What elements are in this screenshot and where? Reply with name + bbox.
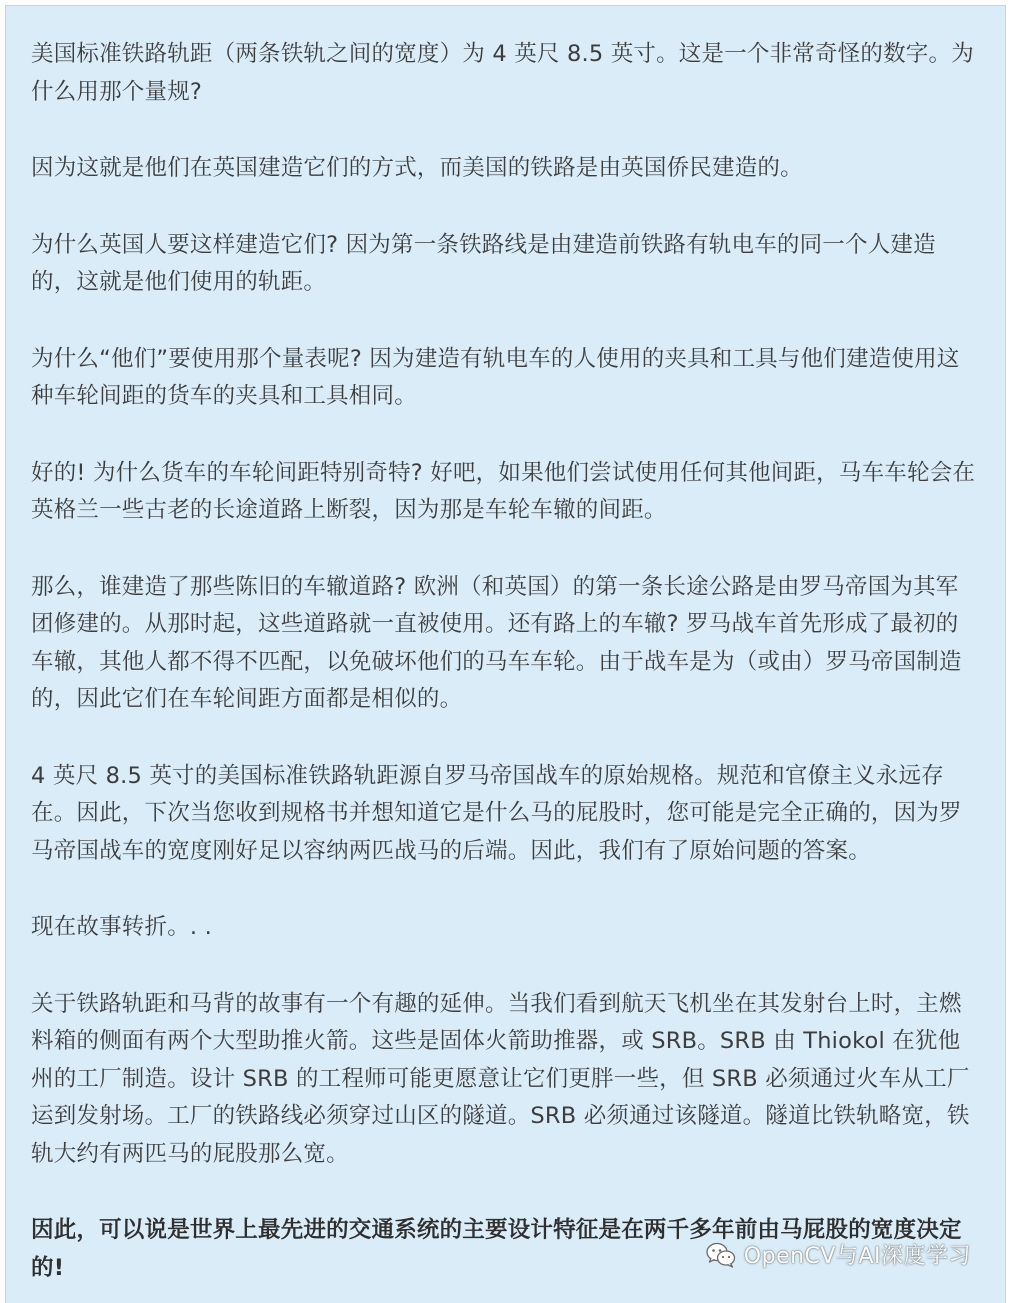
article-body <box>31 36 981 1287</box>
watermark-text: OpenCV与AI深度学习 <box>743 1244 971 1269</box>
paragraph-space-shuttle: 关于铁路轨距和马背的故事有一个有趣的延伸。当我们看到航天飞机坐在其发射台上时，主燃料箱的侧面有两个大型助推火箭。这些是固体火箭助推器，或 SRB。SRB 由 Thiokol 在犹他州的工厂制造。设计 SRB 的工程师可能更愿意让它们更胖一些，但 SRB 必须通过火车从工厂运到发射场。工厂的铁路线必须穿过山区的隧道。SRB 必须通过该隧道。隧道比铁轨略宽，铁轨大约有两匹马的屁股那么宽。 <box>31 990 970 1167</box>
paragraph-conclusion: 因此，可以说是世界上最先进的交通系统的主要设计特征是在两千多年前由马屁股的宽度决定的! <box>31 1217 962 1281</box>
paragraph-roman-chariots: 4 英尺 8.5 英寸的美国标准铁路轨距源自罗马帝国战车的原始规格。规范和官僚主义永远存在。因此，下次当您收到规格书并想知道它是什么马的屁股时，您可能是完全正确的，因为罗马帝国战车的宽度刚好足以容纳两匹战马的后端。因此，我们有了原始问题的答案。 <box>31 762 962 864</box>
paragraph-gauge-question: 美国标准铁路轨距（两条铁轨之间的宽度）为 4 英尺 8.5 英寸。这是一个非常奇怪的数字。为什么用那个量规? <box>31 41 974 105</box>
paragraph-twist: 现在故事转折。. . <box>31 914 212 940</box>
paragraph-tramway-builders: 为什么英国人要这样建造它们? 因为第一条铁路线是由建造前铁路有轨电车的同一个人建造的，这就是他们使用的轨距。 <box>31 231 936 295</box>
paragraph-wheel-ruts: 好的! 为什么货车的车轮间距特别奇特? 好吧，如果他们尝试使用任何其他间距，马车车轮会在英格兰一些古老的长途道路上断裂，因为那是车轮车辙的间距。 <box>31 459 976 523</box>
paragraph-english-expats: 因为这就是他们在英国建造它们的方式，而美国的铁路是由英国侨民建造的。 <box>31 155 803 181</box>
article-panel <box>5 5 1006 1303</box>
wechat-icon <box>706 1242 736 1268</box>
paragraph-roman-roads: 那么，谁建造了那些陈旧的车辙道路? 欧洲（和英国）的第一条长途公路是由罗马帝国为其军团修建的。从那时起，这些道路就一直被使用。还有路上的车辙? 罗马战车首先形成了最初的车辙，其他人都不得不匹配，以免破坏他们的马车车轮。由于战车是为（或由）罗马帝国制造的，因此它们在车轮间距方面都是相似的。 <box>31 573 962 712</box>
watermark <box>706 1239 971 1270</box>
paragraph-wagon-tools: 为什么“他们”要使用那个量表呢? 因为建造有轨电车的人使用的夹具和工具与他们建造使用这种车轮间距的货车的夹具和工具相同。 <box>31 345 960 409</box>
